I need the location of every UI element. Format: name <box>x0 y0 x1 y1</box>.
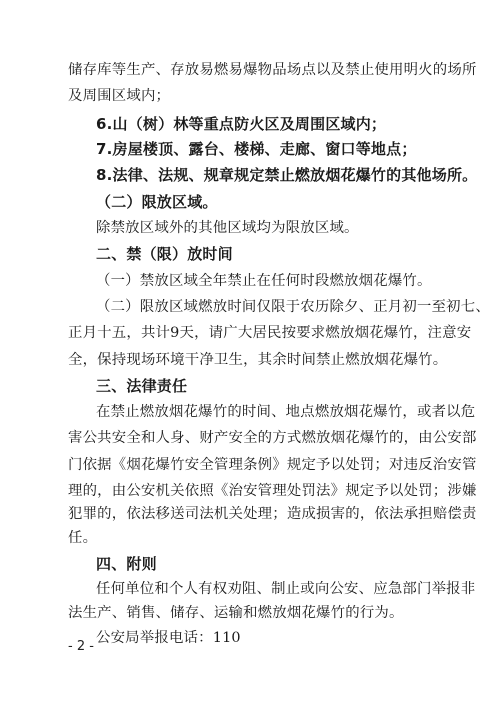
list-item-7: 7.房屋楼顶、露台、楼梯、走廊、窗口等地点； <box>96 140 417 158</box>
body-text-line: 理的，由公安机关依照《治安管理处罚法》规定予以处罚；涉嫌 <box>68 483 477 499</box>
body-text-line: 任。 <box>68 530 98 546</box>
body-text-line: 犯罪的，依法移送司法机关处理；造成损害的，依法承担赔偿责 <box>68 506 477 522</box>
body-text-line: 害公共安全和人身、财产安全的方式燃放烟花爆竹的，由公安部 <box>68 430 477 446</box>
body-text-line: 全，保持现场环境干净卫生，其余时间禁止燃放烟花爆竹。 <box>68 352 448 368</box>
body-text-line: （一）禁放区域全年禁止在任何时段燃放烟花爆竹。 <box>96 273 432 289</box>
list-item-8: 8.法律、法规、规章规定禁止燃放烟花爆竹的其他场所。 <box>96 166 478 184</box>
section-heading: 四、附则 <box>96 555 157 573</box>
body-text-line: 正月十五，共计9天，请广大居民按要求燃放烟花爆竹，注意安 <box>68 325 472 341</box>
body-text-line: 门依据《烟花爆竹安全管理条例》规定予以处罚；对违反治安管 <box>68 457 477 473</box>
body-text-line: （二）限放区域燃放时间仅限于农历除夕、正月初一至初七、 <box>96 299 490 315</box>
list-item-6: 6.山（树）林等重点防火区及周围区域内； <box>96 115 387 133</box>
page-number: - 2 - <box>68 639 94 654</box>
subsection-heading: （二）限放区域。 <box>96 193 218 211</box>
body-text-line: 除禁放区域外的其他区域均为限放区域。 <box>96 220 359 236</box>
body-text-line: 在禁止燃放烟花爆竹的时间、地点燃放烟花爆竹，或者以危 <box>96 404 476 420</box>
section-heading: 二、禁（限）放时间 <box>96 245 233 263</box>
body-text-line: 法生产、销售、储存、运输和燃放烟花爆竹的行为。 <box>68 605 404 621</box>
body-text-line: 及周围区域内； <box>68 88 171 104</box>
body-text-line: 公安局举报电话：110 <box>96 630 241 646</box>
body-text-line: 储存库等生产、存放易燃易爆物品场点以及禁止使用明火的场所 <box>68 62 477 78</box>
section-heading: 三、法律责任 <box>96 377 188 395</box>
body-text-line: 任何单位和个人有权劝阻、制止或向公安、应急部门举报非 <box>96 581 476 597</box>
